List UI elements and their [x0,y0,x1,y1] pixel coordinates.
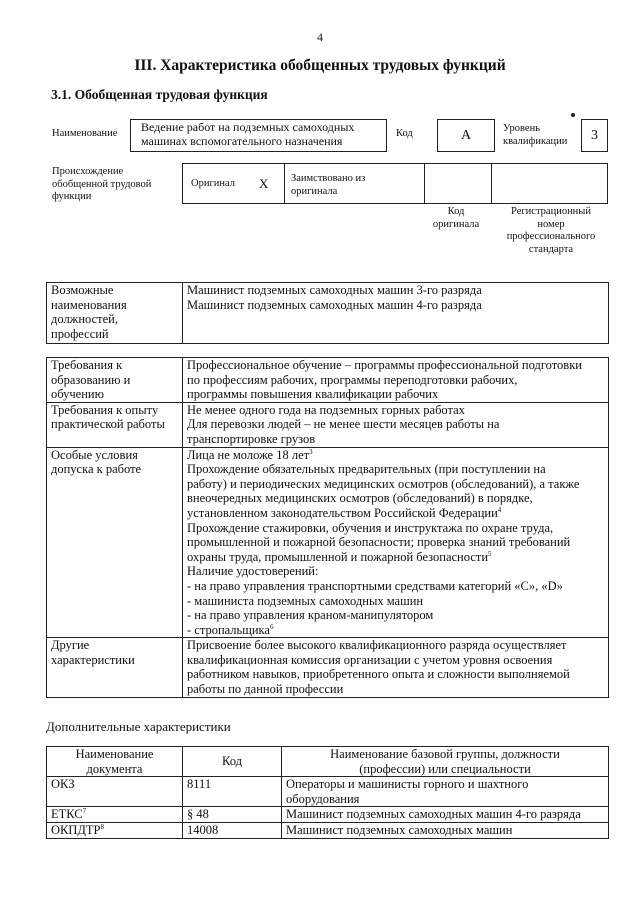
code-original-caption: Код оригинала [432,206,480,230]
original-mark: X [259,176,269,191]
positions-table [46,282,609,344]
doc-cell: ОКПДТР$^8$ [47,822,183,838]
table-row [47,777,609,807]
header-document: Наименование документа [47,747,183,777]
level-value: 3 [581,119,608,152]
section-title: III. Характеристика обобщенных трудовых функций [134,57,506,74]
requirement-row [47,358,609,403]
footnote-ref: 5 [488,549,492,558]
code-label: Код [396,128,413,139]
footnote-ref: 7 [82,807,87,816]
requirement-row [47,402,609,447]
requirement-label: Требования к образованию и обучению [47,358,183,403]
code-cell: 14008 [183,822,282,838]
positions-label: Возможные наименования должностей, профессий [47,283,183,344]
requirement-text: Лица не моложе 18 лет$^3$ Прохождение обязательных предварительных (при поступлении на работу) и периодических медицинских осмотров (обследований), а также внеочередных медицинских осмотров (обследований) в порядке, установленном законодательством Российской Федерации$^4$ Прохождение стажировки, обучения и инструктажа по охране труда, промышленной и пожарной безопасности; проверка знаний требований охраны труда, промышленной и пожарной безопасности$^5$ Наличие удостоверений: - на право управления транспортными средствами категорий «C», «D» - машиниста подземных самоходных машин - на право управления краном-манипулятором - стропальщика$^6$ [183,447,609,638]
doc-cell: ОКЗ [47,777,183,807]
requirement-label: Требования к опыту практической работы [47,402,183,447]
name-value-line: Ведение работ на подземных самоходных [141,120,355,134]
footnote-ref: 4 [497,505,502,514]
code-cell: 8111 [183,777,282,807]
footnote-ref: 3 [309,447,313,456]
code-value: A [437,119,495,152]
requirement-row [47,638,609,697]
requirement-text: Профессиональное обучение – программы профессиональной подготовки по профессиям рабочих, программы переподготовки рабочих, программы повышения квалификации рабочих [183,358,609,403]
requirements-table [46,357,609,698]
footnote-ref: 6 [269,622,274,631]
table-row [47,822,609,838]
additional-table [46,746,609,839]
page-number: 4 [317,30,323,44]
requirement-row [47,447,609,638]
requirement-text: Присвоение более высокого квалификационного разряда осуществляет квалификационная комиссия организации с учетом уровня освоения работником навыков, приобретенного опыта и сложности выполняемой работы по данной профессии [183,638,609,697]
requirement-label: Особые условия допуска к работе [47,447,183,638]
name-value-line: машинах вспомогательного назначения [141,134,343,148]
name-cell: Машинист подземных самоходных машин [282,822,609,838]
name-cell: Операторы и машинисты горного и шахтного оборудования [282,777,609,807]
code-cell: § 48 [183,807,282,823]
header-name: Наименование базовой группы, должности (профессии) или специальности [282,747,609,777]
scan-dot [571,113,575,117]
level-label: Уровень квалификации [503,123,568,147]
borrowed-label: Заимствовано из оригинала [291,173,366,197]
name-cell: Машинист подземных самоходных машин 4-го разряда [282,807,609,823]
requirement-label: Другие характеристики [47,638,183,697]
doc-cell: ЕТКС$^7$ [47,807,183,823]
header-code: Код [183,747,282,777]
table-row [47,807,609,823]
original-label: Оригинал [191,178,235,189]
name-label: Наименование [52,128,118,139]
reg-number-caption: Регистрационный номер профессионального стандарта [506,206,596,255]
positions-values: Машинист подземных самоходных машин 3-го разряда Машинист подземных самоходных машин 4-го разряда [183,283,609,344]
footnote-ref: 8 [100,822,105,831]
subsection-title: 3.1. Обобщенная трудовая функция [51,87,268,102]
origin-label: Происхождение обобщенной трудовой функции [52,166,152,202]
additional-title: Дополнительные характеристики [46,719,231,734]
requirement-text: Не менее одного года на подземных горных работах Для перевозки людей – не менее шести месяцев работы на транспортировке грузов [183,402,609,447]
name-value-box [130,119,387,152]
origin-table [182,163,608,204]
